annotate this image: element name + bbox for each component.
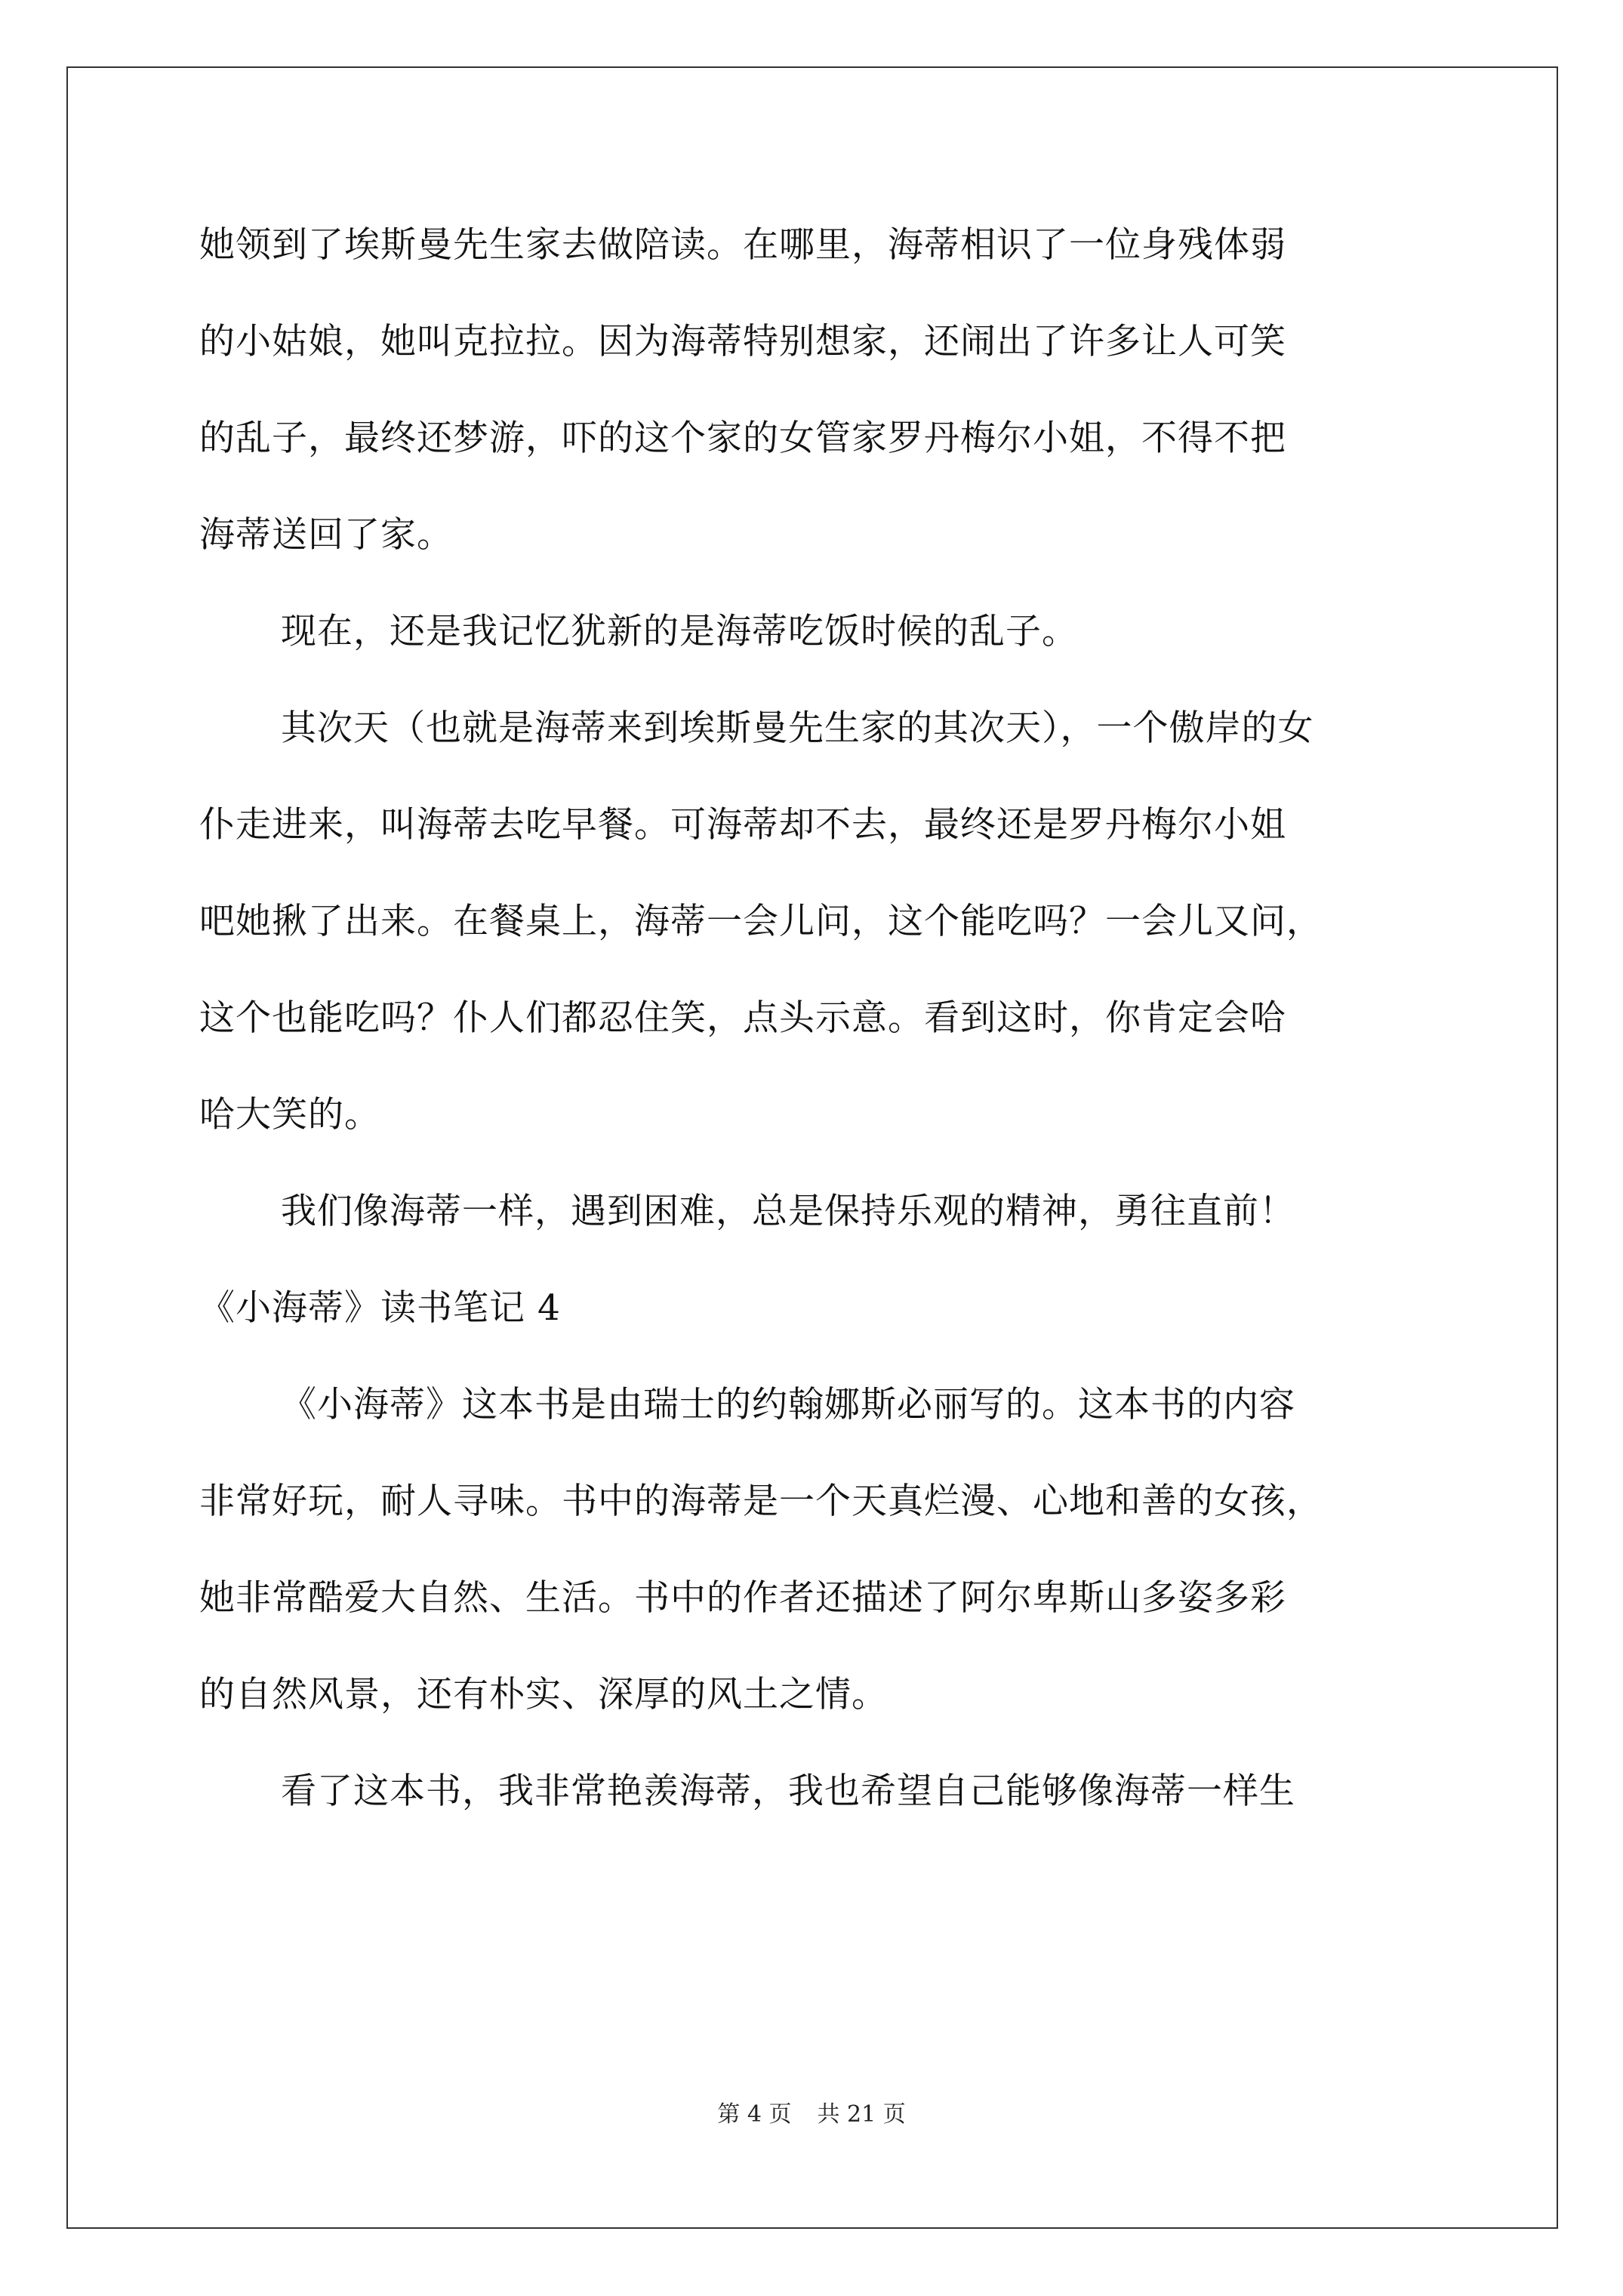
text-line-10: 哈大笑的。 (199, 1094, 380, 1136)
text-line-5: 现在，还是我记忆犹新的是海蒂吃饭时候的乱子。 (281, 611, 1078, 652)
text-line-15: 她非常酷爱大自然、生活。书中的作者还描述了阿尔卑斯山多姿多彩 (199, 1577, 1286, 1619)
text-line-13: 《小海蒂》这本书是由瑞士的约翰娜斯必丽写的。这本书的内容 (281, 1384, 1295, 1425)
page-total: 共 21 页 (817, 2101, 906, 2128)
text-line-2: 的小姑娘，她叫克拉拉。因为海蒂特别想家，还闹出了许多让人可笑 (199, 321, 1286, 362)
text-line-6: 其次天（也就是海蒂来到埃斯曼先生家的其次天），一个傲岸的女 (281, 707, 1314, 749)
text-line-4: 海蒂送回了家。 (199, 514, 453, 556)
page-footer (0, 2095, 1623, 2128)
text-line-11: 我们像海蒂一样，遇到困难，总是保持乐观的精神，勇往直前！ (281, 1191, 1295, 1232)
page-number: 第 4 页 (717, 2101, 792, 2128)
text-line-1: 她领到了埃斯曼先生家去做陪读。在哪里，海蒂相识了一位身残体弱 (199, 224, 1286, 266)
text-line-7: 仆走进来，叫海蒂去吃早餐。可海蒂却不去，最终还是罗丹梅尔小姐 (199, 804, 1286, 846)
text-line-9: 这个也能吃吗？仆人们都忍住笑，点头示意。看到这时，你肯定会哈 (199, 997, 1286, 1039)
text-line-3: 的乱子，最终还梦游，吓的这个家的女管家罗丹梅尔小姐，不得不把 (199, 418, 1286, 459)
text-line-8: 吧她揪了出来。在餐桌上，海蒂一会儿问，这个能吃吗？一会儿又问， (199, 901, 1323, 942)
text-line-16: 的自然风景，还有朴实、深厚的风土之情。 (199, 1674, 888, 1715)
text-line-17: 看了这本书，我非常艳羡海蒂，我也希望自己能够像海蒂一样生 (281, 1771, 1295, 1812)
page-frame (66, 66, 1558, 2229)
text-line-14: 非常好玩，耐人寻味。书中的海蒂是一个天真烂漫、心地和善的女孩， (199, 1481, 1323, 1522)
section-heading: 《小海蒂》读书笔记 4 (199, 1287, 561, 1329)
